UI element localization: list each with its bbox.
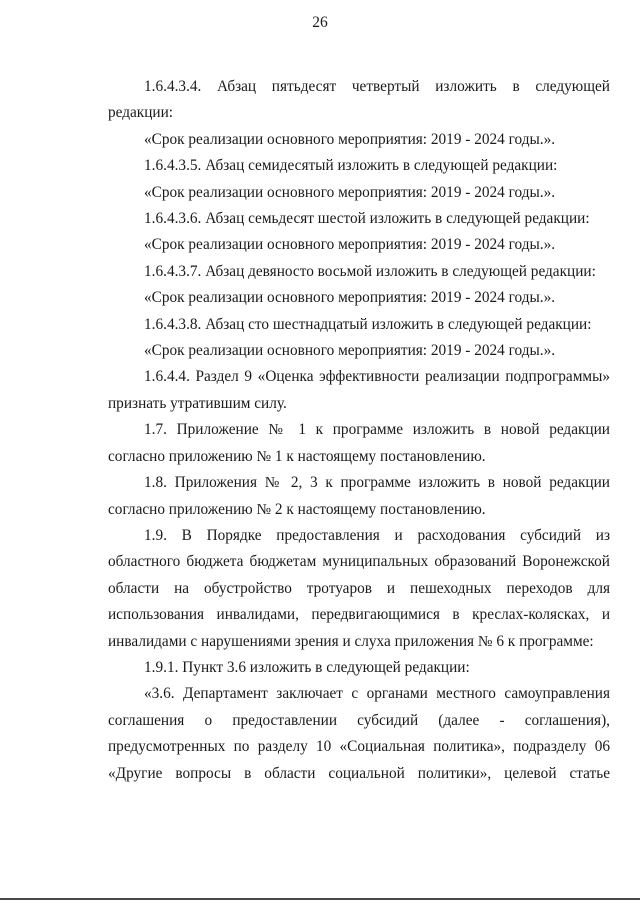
paragraph (108, 285, 610, 311)
paragraph (108, 259, 610, 285)
paragraph-line: «Срок реализации основного мероприятия: 2019 - 2024 годы.». (144, 342, 556, 360)
paragraph (108, 470, 610, 523)
paragraph-line: соглашения о предоставлении субсидий (далее - соглашения), (108, 711, 610, 729)
paragraph (108, 74, 610, 127)
paragraph-line: области на обустройство тротуаров и пешеходных переходов для (108, 579, 610, 597)
paragraph (108, 180, 610, 206)
paragraph-line: согласно приложению № 2 к настоящему постановлению. (108, 500, 486, 518)
paragraph-line: «Срок реализации основного мероприятия: 2019 - 2024 годы.». (144, 130, 556, 148)
paragraph-line: областного бюджета бюджетам муниципальных образований Воронежской (108, 553, 610, 571)
paragraph-line: «Срок реализации основного мероприятия: 2019 - 2024 годы.». (144, 289, 556, 307)
paragraph-line: 1.6.4.3.5. Абзац семидесятый изложить в следующей редакции: (144, 157, 558, 175)
paragraph-line: 1.7. Приложение № 1 к программе изложить в новой редакции (144, 421, 610, 439)
paragraph-line: 1.6.4.3.6. Абзац семьдесят шестой изложить в следующей редакции: (144, 210, 590, 228)
paragraph-line: согласно приложению № 1 к настоящему постановлению. (108, 447, 486, 465)
paragraph (108, 232, 610, 258)
document-body (108, 74, 610, 787)
page-bottom-border (0, 898, 640, 900)
paragraph-line: «3.6. Департамент заключает с органами местного самоуправления (144, 685, 610, 703)
paragraph-line: «Срок реализации основного мероприятия: 2019 - 2024 годы.». (144, 183, 556, 201)
paragraph-line: 1.6.4.3.7. Абзац девяносто восьмой изложить в следующей редакции: (144, 262, 596, 280)
paragraph-line: инвалидами с нарушениями зрения и слуха приложения № 6 к программе: (108, 632, 594, 650)
paragraph (108, 312, 610, 338)
paragraph (108, 417, 610, 470)
paragraph-line: редакции: (108, 104, 174, 122)
paragraph-line: 1.6.4.4. Раздел 9 «Оценка эффективности реализации подпрограммы» (144, 368, 610, 386)
paragraph (108, 338, 610, 364)
paragraph-line: 1.9.1. Пункт 3.6 изложить в следующей редакции: (144, 658, 470, 676)
paragraph-line: предусмотренных по разделу 10 «Социальная политика», подразделу 06 (108, 738, 610, 756)
paragraph-line: «Другие вопросы в области социальной политики», целевой статье (108, 764, 610, 782)
paragraph (108, 127, 610, 153)
paragraph (108, 655, 610, 681)
page-number: 26 (312, 14, 328, 31)
paragraph (108, 153, 610, 179)
paragraph (108, 523, 610, 655)
paragraph (108, 364, 610, 417)
paragraph-line: 1.8. Приложения № 2, 3 к программе изложить в новой редакции (144, 474, 610, 492)
paragraph-line: признать утратившим силу. (108, 394, 287, 412)
paragraph-line: 1.6.4.3.4. Абзац пятьдесят четвертый изложить в следующей (144, 78, 610, 95)
paragraph (108, 681, 610, 787)
paragraph-line: 1.6.4.3.8. Абзац сто шестнадцатый изложить в следующей редакции: (144, 315, 592, 333)
paragraph-line: 1.9. В Порядке предоставления и расходования субсидий из (144, 526, 610, 544)
paragraph-line: использования инвалидами, передвигающимися в креслах-колясках, и (108, 606, 610, 624)
paragraph-line: «Срок реализации основного мероприятия: 2019 - 2024 годы.». (144, 236, 556, 254)
paragraph (108, 206, 610, 232)
